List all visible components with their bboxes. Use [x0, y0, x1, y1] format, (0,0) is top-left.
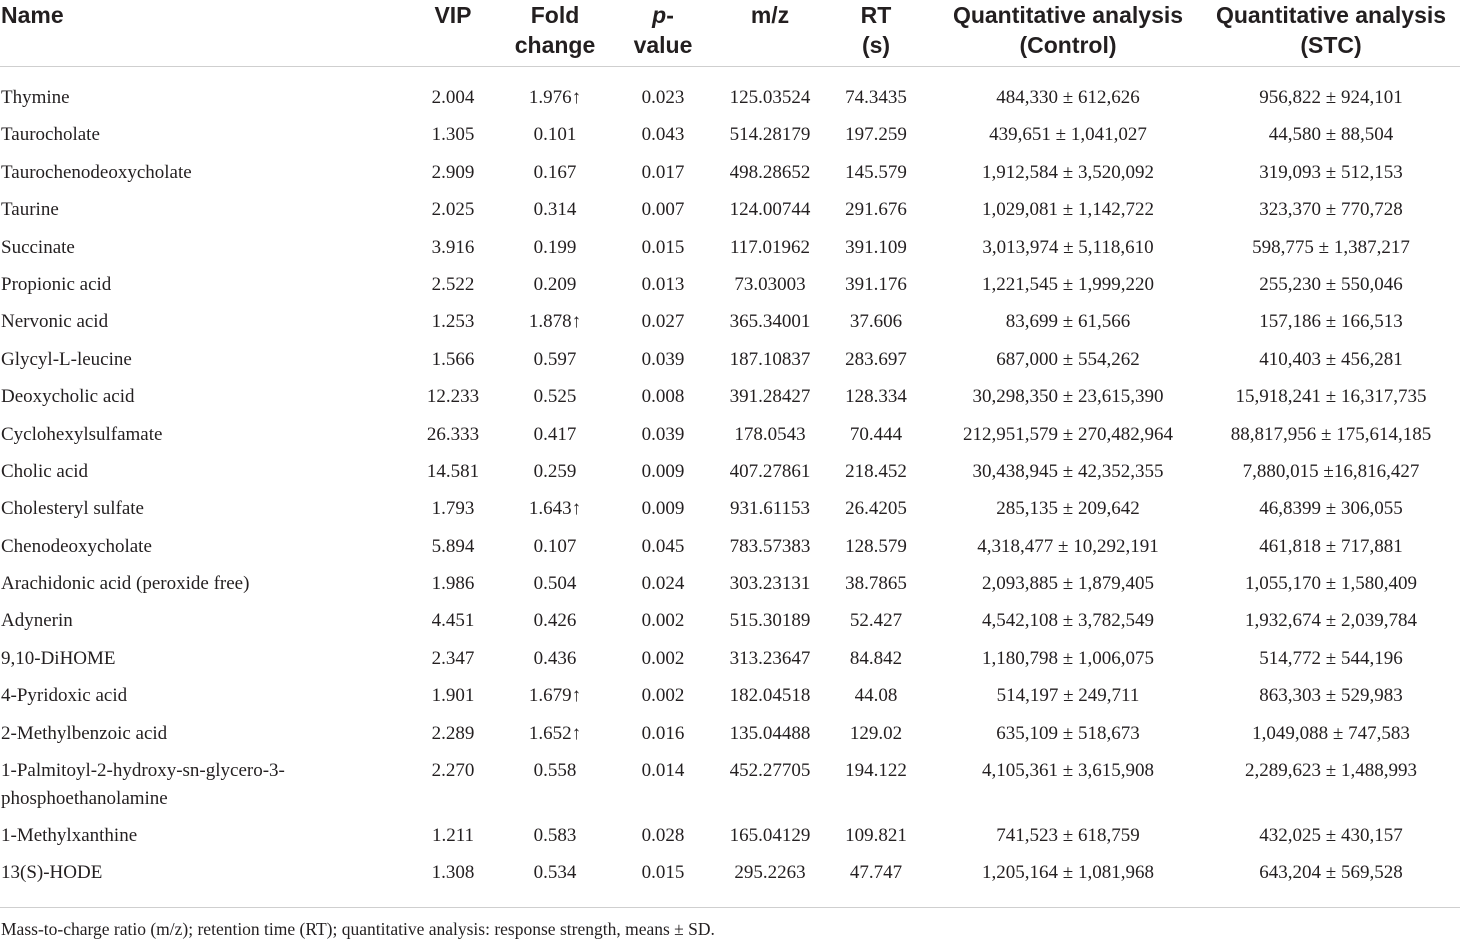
cell-name: 13(S)-HODE	[1, 862, 103, 884]
cell-p-value: 0.017	[641, 161, 685, 183]
cell-vip: 2.025	[431, 199, 475, 221]
cell-name: Taurine	[1, 199, 59, 221]
cell-vip: 1.901	[431, 685, 475, 707]
cell-mz: 182.04518	[729, 685, 811, 707]
table-footnote: Mass-to-charge ratio (m/z); retention time (RT); quantitative analysis: response strength, means ± SD.	[0, 907, 1460, 944]
cell-mz: 187.10837	[729, 348, 811, 370]
table-row	[0, 67, 1460, 122]
table-row	[0, 159, 1460, 196]
table-row	[0, 645, 1460, 682]
cell-rt: 291.676	[845, 199, 907, 221]
cell-vip: 2.004	[431, 87, 475, 108]
cell-rt: 52.427	[849, 610, 903, 632]
table-row	[0, 682, 1460, 719]
table-row	[0, 458, 1460, 495]
cell-fold-change: 1.652↑	[528, 722, 582, 744]
cell-fold-change: 0.504	[533, 573, 577, 595]
header-quant-stc: Quantitative analysis (STC)	[1202, 0, 1460, 67]
cell-rt: 47.747	[849, 862, 903, 884]
cell-quant-control: 741,523 ± 618,759	[996, 825, 1140, 847]
header-fold-change: Fold change	[506, 0, 604, 67]
cell-quant-control: 484,330 ± 612,626	[996, 87, 1140, 108]
cell-name: 1-Palmitoyl-2-hydroxy-sn-glycero-3- phosphoethanolamine	[1, 760, 285, 810]
cell-mz: 303.23131	[729, 573, 811, 595]
cell-mz: 365.34001	[729, 311, 811, 333]
cell-mz: 125.03524	[729, 87, 811, 108]
table-row	[0, 720, 1460, 757]
cell-quant-control: 4,542,108 ± 3,782,549	[982, 610, 1154, 632]
cell-quant-control: 3,013,974 ± 5,118,610	[982, 236, 1154, 258]
cell-fold-change: 1.679↑	[528, 685, 582, 707]
cell-quant-control: 83,699 ± 61,566	[1005, 311, 1131, 333]
table-header	[0, 0, 1460, 67]
cell-quant-stc: 1,049,088 ± 747,583	[1252, 722, 1410, 744]
cell-quant-stc: 643,204 ± 569,528	[1259, 862, 1403, 884]
cell-quant-stc: 410,403 ± 456,281	[1259, 348, 1403, 370]
cell-p-value: 0.002	[641, 685, 685, 707]
header-row	[0, 0, 1460, 67]
cell-fold-change: 1.976↑	[528, 87, 582, 108]
table-row	[0, 533, 1460, 570]
cell-name: Taurocholate	[1, 124, 100, 146]
cell-rt: 38.7865	[845, 573, 907, 595]
table-row	[0, 196, 1460, 233]
cell-quant-control: 1,029,081 ± 1,142,722	[982, 199, 1154, 221]
cell-rt: 283.697	[845, 348, 907, 370]
cell-rt: 128.334	[845, 386, 907, 408]
cell-fold-change: 0.525	[533, 386, 577, 408]
cell-p-value: 0.045	[641, 535, 685, 557]
cell-quant-stc: 46,8399 ± 306,055	[1259, 498, 1403, 520]
table-row	[0, 859, 1460, 896]
cell-mz: 514.28179	[729, 124, 811, 146]
cell-quant-stc: 432,025 ± 430,157	[1259, 825, 1403, 847]
cell-vip: 3.916	[431, 236, 475, 258]
cell-p-value: 0.009	[641, 460, 685, 482]
cell-fold-change: 1.643↑	[528, 498, 582, 520]
cell-fold-change: 0.167	[533, 161, 577, 183]
cell-rt: 70.444	[849, 423, 903, 445]
cell-name: Cyclohexylsulfamate	[1, 423, 163, 445]
cell-p-value: 0.013	[641, 273, 685, 295]
cell-quant-stc: 88,817,956 ± 175,614,185	[1230, 423, 1432, 445]
cell-vip: 14.581	[426, 460, 480, 482]
cell-quant-control: 635,109 ± 518,673	[996, 722, 1140, 744]
cell-quant-stc: 255,230 ± 550,046	[1259, 273, 1403, 295]
cell-quant-stc: 2,289,623 ± 1,488,993	[1245, 760, 1417, 782]
table-row	[0, 607, 1460, 644]
cell-mz: 515.30189	[729, 610, 811, 632]
cell-fold-change: 0.558	[533, 760, 577, 782]
cell-name: 9,10-DiHOME	[1, 647, 116, 669]
cell-vip: 2.270	[431, 760, 475, 782]
cell-vip: 5.894	[431, 535, 475, 557]
cell-fold-change: 0.597	[533, 348, 577, 370]
table-row	[0, 570, 1460, 607]
header-name: Name	[0, 0, 400, 67]
cell-quant-control: 30,298,350 ± 23,615,390	[972, 386, 1164, 408]
cell-rt: 194.122	[845, 760, 907, 782]
table-row	[0, 383, 1460, 420]
table-row	[0, 495, 1460, 532]
cell-p-value: 0.015	[641, 862, 685, 884]
table-row	[0, 421, 1460, 458]
cell-vip: 2.347	[431, 647, 475, 669]
cell-rt: 26.4205	[845, 498, 907, 520]
cell-quant-control: 4,105,361 ± 3,615,908	[982, 760, 1154, 782]
cell-quant-stc: 863,303 ± 529,983	[1259, 685, 1403, 707]
cell-name: Glycyl-L-leucine	[1, 348, 132, 370]
cell-quant-stc: 514,772 ± 544,196	[1259, 647, 1403, 669]
cell-rt: 74.3435	[845, 87, 907, 108]
cell-mz: 391.28427	[729, 386, 811, 408]
table-row	[0, 346, 1460, 383]
cell-p-value: 0.043	[641, 124, 685, 146]
cell-mz: 783.57383	[729, 535, 811, 557]
cell-rt: 84.842	[849, 647, 903, 669]
cell-p-value: 0.008	[641, 386, 685, 408]
cell-name: Cholesteryl sulfate	[1, 498, 144, 520]
cell-quant-control: 1,912,584 ± 3,520,092	[982, 161, 1154, 183]
cell-rt: 109.821	[845, 825, 907, 847]
cell-fold-change: 0.199	[533, 236, 577, 258]
cell-mz: 165.04129	[729, 825, 811, 847]
cell-fold-change: 0.259	[533, 460, 577, 482]
table-row	[0, 308, 1460, 345]
cell-name: Succinate	[1, 236, 75, 258]
cell-p-value: 0.016	[641, 722, 685, 744]
header-rt: RT (s)	[818, 0, 934, 67]
cell-p-value: 0.009	[641, 498, 685, 520]
cell-name: 1-Methylxanthine	[1, 825, 138, 847]
cell-p-value: 0.002	[641, 610, 685, 632]
cell-mz: 73.03003	[734, 273, 806, 295]
cell-name: 4-Pyridoxic acid	[1, 685, 128, 707]
cell-quant-control: 687,000 ± 554,262	[996, 348, 1140, 370]
cell-vip: 1.793	[431, 498, 475, 520]
cell-fold-change: 0.436	[533, 647, 577, 669]
cell-fold-change: 0.426	[533, 610, 577, 632]
cell-quant-control: 4,318,477 ± 10,292,191	[977, 535, 1159, 557]
cell-fold-change: 1.878↑	[528, 311, 582, 333]
cell-rt: 391.176	[845, 273, 907, 295]
cell-rt: 145.579	[845, 161, 907, 183]
cell-fold-change: 0.417	[533, 423, 577, 445]
cell-vip: 26.333	[426, 423, 480, 445]
cell-p-value: 0.023	[641, 87, 685, 108]
cell-quant-control: 1,221,545 ± 1,999,220	[982, 273, 1154, 295]
table-row	[0, 121, 1460, 158]
header-p-value: p- value	[604, 0, 722, 67]
header-vip: VIP	[400, 0, 506, 67]
cell-fold-change: 0.314	[533, 199, 577, 221]
cell-vip: 1.308	[431, 862, 475, 884]
cell-vip: 1.305	[431, 124, 475, 146]
cell-quant-control: 439,651 ± 1,041,027	[989, 124, 1147, 146]
cell-quant-stc: 15,918,241 ± 16,317,735	[1235, 386, 1427, 408]
cell-vip: 2.909	[431, 161, 475, 183]
cell-quant-control: 2,093,885 ± 1,879,405	[982, 573, 1154, 595]
cell-rt: 391.109	[845, 236, 907, 258]
header-mz: m/z	[722, 0, 818, 67]
cell-name: Cholic acid	[1, 460, 89, 482]
cell-name: Adynerin	[1, 610, 73, 632]
cell-quant-stc: 44,580 ± 88,504	[1268, 124, 1394, 146]
cell-vip: 4.451	[431, 610, 475, 632]
cell-p-value: 0.028	[641, 825, 685, 847]
cell-p-value: 0.027	[641, 311, 685, 333]
cell-fold-change: 0.583	[533, 825, 577, 847]
cell-quant-control: 1,180,798 ± 1,006,075	[982, 647, 1154, 669]
cell-quant-stc: 157,186 ± 166,513	[1259, 311, 1403, 333]
cell-name: Propionic acid	[1, 273, 112, 295]
cell-quant-control: 1,205,164 ± 1,081,968	[982, 862, 1154, 884]
table-body	[0, 67, 1460, 897]
cell-mz: 295.2263	[734, 862, 806, 884]
cell-mz: 498.28652	[729, 161, 811, 183]
cell-quant-control: 514,197 ± 249,711	[996, 685, 1140, 707]
cell-quant-stc: 956,822 ± 924,101	[1259, 87, 1403, 108]
cell-quant-stc: 319,093 ± 512,153	[1259, 161, 1403, 183]
cell-vip: 2.289	[431, 722, 475, 744]
cell-p-value: 0.039	[641, 423, 685, 445]
header-quant-control: Quantitative analysis (Control)	[934, 0, 1202, 67]
cell-mz: 313.23647	[729, 647, 811, 669]
cell-quant-control: 285,135 ± 209,642	[996, 498, 1140, 520]
cell-quant-control: 212,951,579 ± 270,482,964	[963, 423, 1173, 445]
cell-vip: 1.986	[431, 573, 475, 595]
cell-rt: 218.452	[845, 460, 907, 482]
cell-quant-stc: 7,880,015 ±16,816,427	[1242, 460, 1420, 482]
table-row	[0, 234, 1460, 271]
cell-vip: 1.253	[431, 311, 475, 333]
cell-rt: 197.259	[845, 124, 907, 146]
cell-fold-change: 0.534	[533, 862, 577, 884]
cell-mz: 117.01962	[729, 236, 811, 258]
cell-vip: 1.211	[431, 825, 475, 847]
cell-rt: 129.02	[849, 722, 903, 744]
cell-name: Chenodeoxycholate	[1, 535, 152, 557]
cell-quant-stc: 598,775 ± 1,387,217	[1252, 236, 1410, 258]
cell-p-value: 0.007	[641, 199, 685, 221]
cell-fold-change: 0.101	[533, 124, 577, 146]
cell-mz: 931.61153	[729, 498, 811, 520]
cell-fold-change: 0.209	[533, 273, 577, 295]
cell-mz: 178.0543	[734, 423, 806, 445]
cell-quant-stc: 1,055,170 ± 1,580,409	[1245, 573, 1417, 595]
cell-mz: 407.27861	[729, 460, 811, 482]
cell-mz: 124.00744	[729, 199, 811, 221]
cell-p-value: 0.039	[641, 348, 685, 370]
cell-quant-stc: 1,932,674 ± 2,039,784	[1245, 610, 1417, 632]
cell-vip: 12.233	[426, 386, 480, 408]
cell-name: Deoxycholic acid	[1, 386, 135, 408]
cell-rt: 37.606	[849, 311, 903, 333]
cell-vip: 1.566	[431, 348, 475, 370]
cell-quant-control: 30,438,945 ± 42,352,355	[972, 460, 1164, 482]
cell-name: Taurochenodeoxycholate	[1, 161, 192, 183]
cell-name: 2-Methylbenzoic acid	[1, 722, 168, 744]
cell-name: Arachidonic acid (peroxide free)	[1, 573, 250, 595]
cell-name: Nervonic acid	[1, 311, 109, 333]
table-row	[0, 271, 1460, 308]
cell-p-value: 0.002	[641, 647, 685, 669]
cell-rt: 44.08	[854, 685, 898, 707]
cell-p-value: 0.024	[641, 573, 685, 595]
cell-quant-stc: 323,370 ± 770,728	[1259, 199, 1403, 221]
cell-name: Thymine	[1, 87, 70, 108]
cell-quant-stc: 461,818 ± 717,881	[1259, 535, 1403, 557]
cell-vip: 2.522	[431, 273, 475, 295]
cell-p-value: 0.014	[641, 760, 685, 782]
cell-mz: 452.27705	[729, 760, 811, 782]
cell-p-value: 0.015	[641, 236, 685, 258]
table-row	[0, 822, 1460, 859]
cell-fold-change: 0.107	[533, 535, 577, 557]
cell-mz: 135.04488	[729, 722, 811, 744]
cell-rt: 128.579	[845, 535, 907, 557]
table-row	[0, 757, 1460, 822]
